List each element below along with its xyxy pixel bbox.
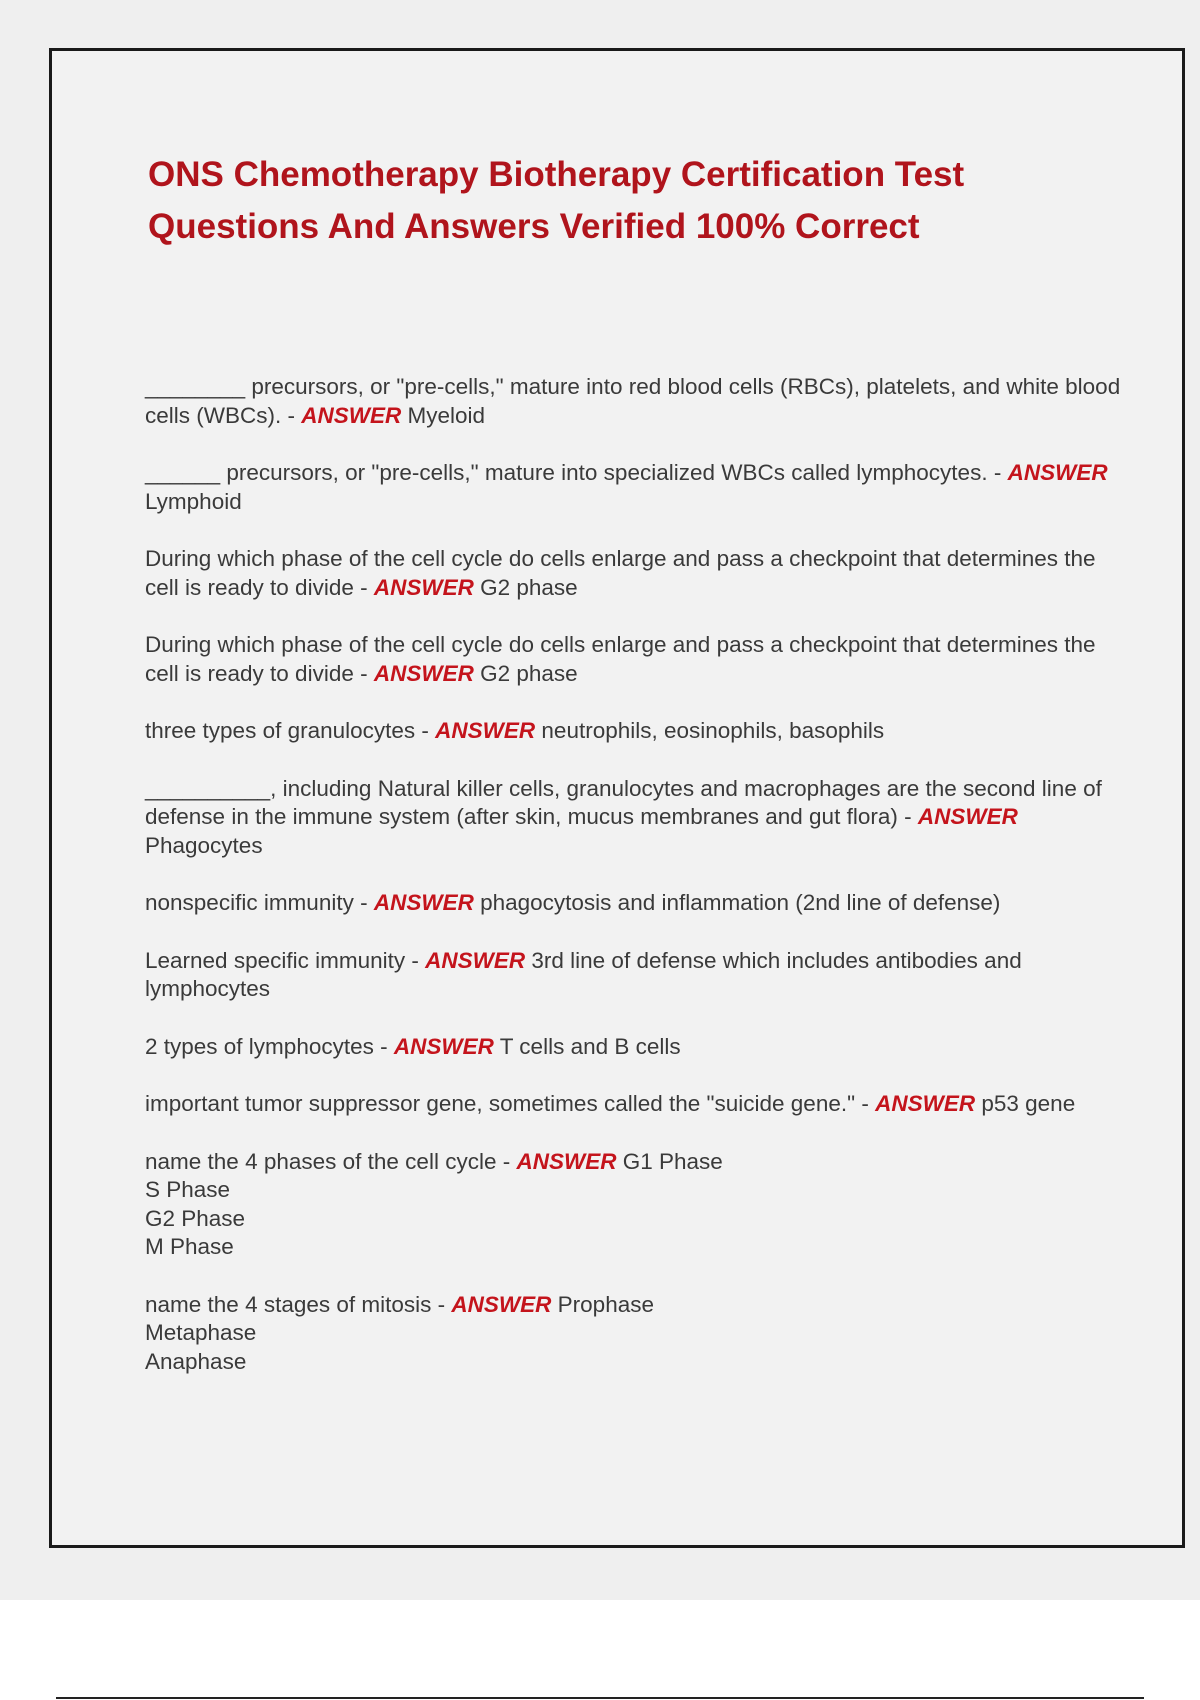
answer-text: G2 phase — [480, 660, 578, 686]
qa-item — [145, 459, 1135, 516]
separator: - — [496, 1148, 517, 1174]
page-divider — [56, 1697, 1144, 1699]
answer-label: ANSWER — [875, 1091, 976, 1116]
answer-label: ANSWER — [917, 804, 1018, 829]
answer-text: neutrophils, eosinophils, basophils — [541, 718, 885, 743]
question-text: During which phase of the cell cycle do cells enlarge and pass a checkpoint that determines the cell is ready to divide — [145, 632, 1096, 686]
separator: - — [353, 574, 374, 600]
separator: - — [415, 718, 436, 743]
answer-label: ANSWER — [516, 1148, 617, 1174]
question-text: important tumor suppressor gene, sometimes called the "suicide gene." — [145, 1091, 856, 1116]
question-text: name the 4 stages of mitosis — [145, 1291, 432, 1317]
answer-label: ANSWER — [373, 660, 474, 686]
question-text: During which phase of the cell cycle do cells enlarge and pass a checkpoint that determines the cell is ready to divide — [145, 546, 1096, 600]
qa-item — [145, 1291, 1135, 1377]
question-text: three types of granulocytes — [145, 718, 416, 743]
separator: - — [281, 402, 302, 428]
question-text: Learned specific immunity — [145, 947, 406, 973]
answer-text: G1 Phase S Phase G2 Phase M Phase — [145, 1148, 723, 1259]
qa-item — [145, 775, 1135, 861]
answer-text: Lymphoid — [145, 488, 242, 514]
question-text: nonspecific immunity — [145, 890, 354, 915]
answer-label: ANSWER — [373, 574, 474, 600]
qa-item — [145, 717, 1135, 746]
separator: - — [405, 947, 426, 973]
answer-label: ANSWER — [425, 947, 526, 973]
answer-label: ANSWER — [393, 1033, 494, 1059]
qa-item — [145, 373, 1135, 430]
question-text: name the 4 phases of the cell cycle — [145, 1148, 497, 1174]
answer-text: 3rd line of defense which includes antibodies and lymphocytes — [145, 947, 1022, 1001]
document-title: ONS Chemotherapy Biotherapy Certification Test Questions And Answers Verified 100% Correct — [148, 155, 965, 246]
answer-text: phagocytosis and inflammation (2nd line of defense) — [480, 890, 1001, 915]
qa-item — [145, 545, 1135, 602]
question-text: ________ precursors, or "pre-cells," mature into red blood cells (RBCs), platelets, and white blood cells (WBCs). — [145, 374, 1121, 428]
answer-label: ANSWER — [1007, 460, 1108, 485]
answer-label: ANSWER — [301, 402, 402, 428]
separator: - — [897, 804, 918, 829]
separator: - — [987, 460, 1008, 485]
qa-item — [145, 1148, 1135, 1262]
next-page-area — [0, 1600, 1200, 1700]
answer-text: Myeloid — [407, 402, 486, 428]
qa-item — [145, 947, 1135, 1004]
answer-text: Prophase Metaphase Anaphase — [145, 1291, 654, 1374]
question-text: ______ precursors, or "pre-cells," mature into specialized WBCs called lymphocytes. — [145, 460, 988, 485]
separator: - — [431, 1291, 452, 1317]
separator: - — [373, 1033, 394, 1059]
qa-item — [145, 631, 1135, 688]
document-page — [49, 48, 1185, 1548]
separator: - — [353, 890, 374, 915]
answer-text: T cells and B cells — [499, 1033, 681, 1059]
answer-text: G2 phase — [480, 574, 578, 600]
answer-text: Phagocytes — [145, 832, 263, 858]
separator: - — [855, 1091, 876, 1116]
answer-text: p53 gene — [981, 1091, 1076, 1116]
question-text: 2 types of lymphocytes — [145, 1033, 374, 1059]
answer-label: ANSWER — [435, 718, 536, 743]
qa-item — [145, 1090, 1135, 1119]
separator: - — [353, 660, 374, 686]
qa-list — [145, 373, 1135, 1405]
answer-label: ANSWER — [373, 890, 474, 915]
qa-item — [145, 889, 1135, 918]
answer-label: ANSWER — [451, 1291, 552, 1317]
qa-item — [145, 1033, 1135, 1062]
question-text: __________, including Natural killer cells, granulocytes and macrophages are the second line of defense in the immune system (after skin, mucus membranes and gut flora) — [145, 775, 1102, 829]
